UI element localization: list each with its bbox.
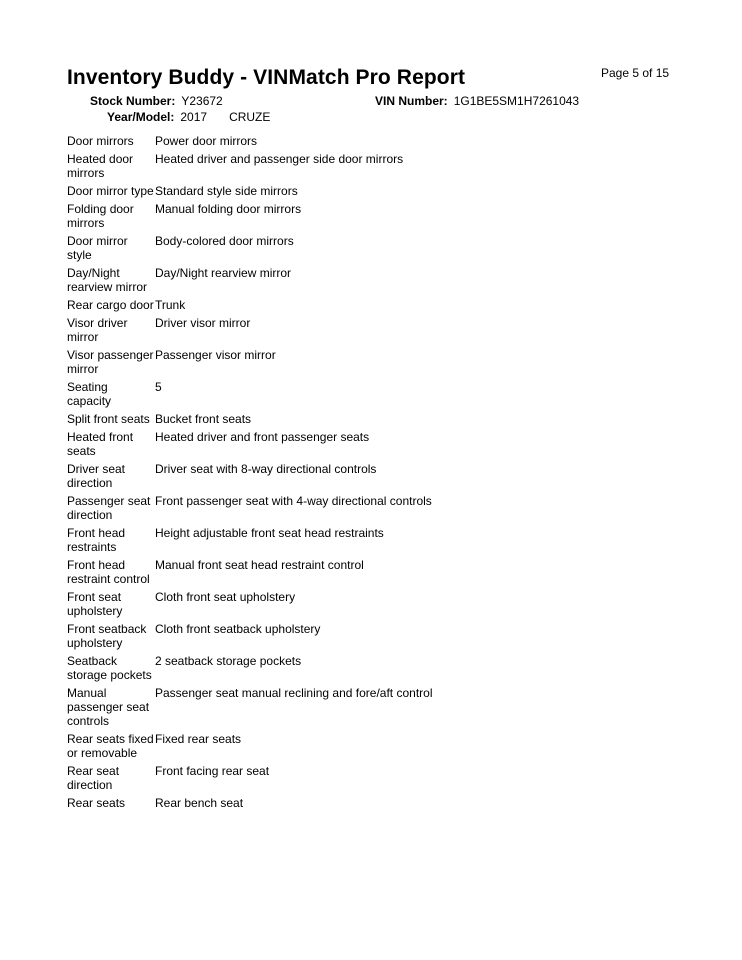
spec-value: Front facing rear seat [155,764,270,778]
spec-value: Passenger seat manual reclining and fore/aft control [155,686,433,700]
spec-label: Driver seat direction [67,462,126,490]
spec-value: Height adjustable front seat head restraints [155,526,384,540]
spec-row [67,462,667,490]
spec-row [67,380,667,408]
spec-label: Front head restraint control [67,558,150,586]
spec-row [67,590,667,618]
spec-row [67,494,667,522]
spec-label: Folding door mirrors [67,202,134,230]
spec-label: Rear seat direction [67,764,120,792]
stock-number-label: Stock Number: [90,94,176,108]
spec-value: Heated driver and passenger side door mirrors [155,152,404,166]
spec-value: Day/Night rearview mirror [155,266,292,280]
spec-value: Heated driver and front passenger seats [155,430,370,444]
spec-value: Manual front seat head restraint control [155,558,364,572]
spec-value: Fixed rear seats [155,732,242,746]
spec-label: Heated door mirrors [67,152,134,180]
spec-row [67,266,667,294]
spec-label: Split front seats [67,412,150,426]
spec-row [67,234,667,262]
spec-label: Door mirror type [67,184,154,198]
spec-row [67,152,667,180]
spec-label: Door mirrors [67,134,134,148]
year-model-label: Year/Model: [107,110,175,124]
spec-label: Front seatback upholstery [67,622,147,650]
spec-value: Standard style side mirrors [155,184,298,198]
spec-value: Driver visor mirror [155,316,251,330]
spec-label: Heated front seats [67,430,134,458]
spec-table [67,134,667,814]
spec-row [67,558,667,586]
spec-label: Seatback storage pockets [67,654,152,682]
vin-number-label: VIN Number: [375,94,448,108]
spec-label: Rear cargo door [67,298,154,312]
spec-row [67,686,667,728]
spec-row [67,526,667,554]
spec-value: Passenger visor mirror [155,348,276,362]
page-number: Page 5 of 15 [601,66,670,80]
spec-row [67,732,667,760]
spec-value: Trunk [155,298,186,312]
spec-row [67,348,667,376]
spec-label: Front seat upholstery [67,590,123,618]
spec-row [67,654,667,682]
spec-row [67,412,667,426]
spec-value: Body-colored door mirrors [155,234,294,248]
spec-value: Bucket front seats [155,412,252,426]
model-value: CRUZE [229,110,271,124]
spec-row [67,430,667,458]
spec-row [67,202,667,230]
spec-row [67,134,667,148]
spec-value: Cloth front seatback upholstery [155,622,321,636]
spec-label: Door mirror style [67,234,128,262]
spec-value: Power door mirrors [155,134,258,148]
spec-label: Visor passenger mirror [67,348,154,376]
spec-row [67,764,667,792]
year-model [107,110,270,124]
spec-value: Front passenger seat with 4-way directional controls [155,494,432,508]
spec-label: Visor driver mirror [67,316,128,344]
year-value: 2017 [180,110,208,124]
spec-value: Driver seat with 8-way directional controls [155,462,377,476]
spec-label: Rear seats fixed or removable [67,732,154,760]
vin-number [375,94,579,108]
vin-number-value: 1G1BE5SM1H7261043 [453,94,580,108]
spec-value: Rear bench seat [155,796,244,810]
spec-label: Seating capacity [67,380,112,408]
spec-row [67,316,667,344]
spec-row [67,298,667,312]
spec-label: Passenger seat direction [67,494,151,522]
spec-label: Rear seats [67,796,126,810]
spec-label: Front head restraints [67,526,126,554]
report-title: Inventory Buddy - VINMatch Pro Report [67,66,466,89]
spec-label: Manual passenger seat controls [67,686,150,728]
spec-row [67,622,667,650]
spec-value: Cloth front seat upholstery [155,590,296,604]
stock-number [90,94,223,108]
stock-number-value: Y23672 [181,94,223,108]
spec-row [67,796,667,810]
spec-label: Day/Night rearview mirror [67,266,148,294]
spec-value: 5 [155,380,162,394]
spec-row [67,184,667,198]
spec-value: 2 seatback storage pockets [155,654,302,668]
spec-value: Manual folding door mirrors [155,202,302,216]
